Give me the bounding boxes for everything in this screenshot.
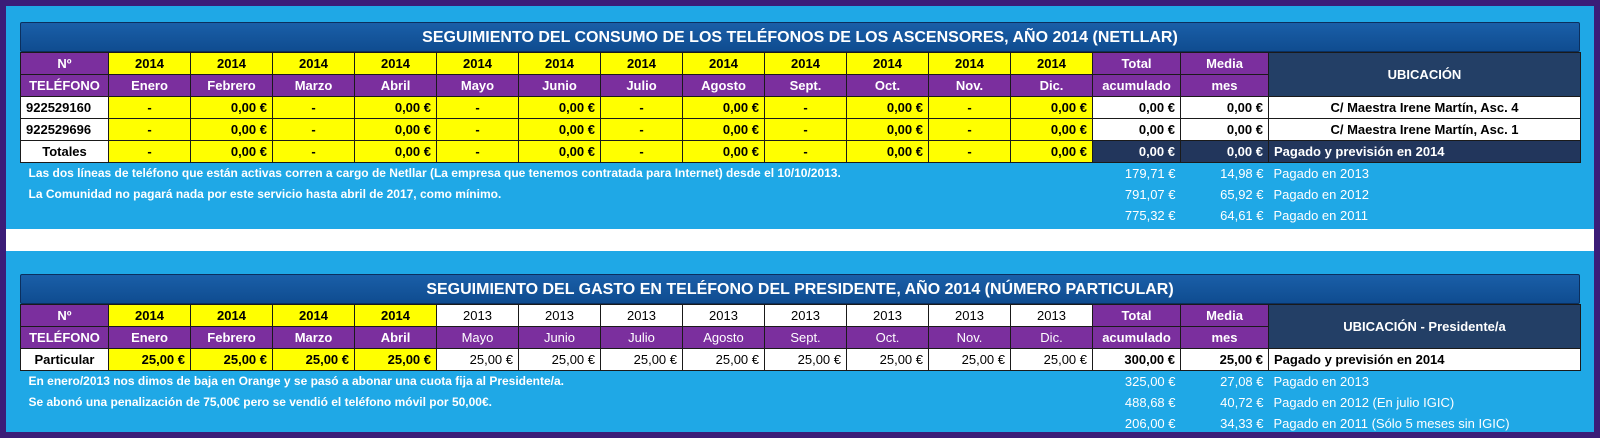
month-header: Julio	[601, 327, 683, 349]
month-value: -	[273, 97, 355, 119]
year-header: 2014	[191, 53, 273, 75]
media-header-sub: mes	[1181, 75, 1269, 97]
year-header: 2013	[847, 305, 929, 327]
month-value: -	[601, 141, 683, 163]
year-header: 2013	[519, 305, 601, 327]
note-text: Las dos líneas de teléfono que están activas corren a cargo de Netllar (La empresa que tenemos contratada para Internet) desde el 10/10/2013.	[28, 166, 841, 181]
month-value: 25,00 €	[683, 349, 765, 371]
month-value: 0,00 €	[355, 119, 437, 141]
note-text: En enero/2013 nos dimos de baja en Orange y se pasó a abonar una cuota fija al Presidente/a.	[28, 374, 565, 389]
total-header-sub: acumulado	[1093, 327, 1181, 349]
note-row	[21, 184, 1581, 205]
month-value: 25,00 €	[601, 349, 683, 371]
year-header: 2014	[109, 53, 191, 75]
month-value: 0,00 €	[519, 97, 601, 119]
month-value: 25,00 €	[355, 349, 437, 371]
month-header: Abril	[355, 327, 437, 349]
note-media: 40,72 €	[1220, 394, 1264, 410]
year-header: 2014	[1011, 53, 1093, 75]
consumption-table	[20, 52, 1581, 226]
media-header-sub: mes	[1181, 327, 1269, 349]
table-row	[21, 97, 1581, 119]
note-row	[21, 413, 1581, 434]
month-header: Marzo	[273, 75, 355, 97]
note-text: Se abonó una penalización de 75,00€ pero se vendió el teléfono móvil por 50,00€.	[28, 395, 492, 409]
note-total: 791,07 €	[1124, 186, 1176, 202]
month-header: Febrero	[191, 327, 273, 349]
note-row	[21, 205, 1581, 226]
phone-number: 922529160	[21, 97, 109, 119]
month-header: Julio	[601, 75, 683, 97]
note-label: Pagado en 2013	[1273, 373, 1369, 389]
month-header: Junio	[519, 75, 601, 97]
phone-header-sub: TELÉFONO	[21, 327, 109, 349]
month-value: 25,00 €	[847, 349, 929, 371]
year-header: 2014	[929, 53, 1011, 75]
year-header: 2014	[847, 53, 929, 75]
note-total: 488,68 €	[1124, 394, 1176, 410]
month-header: Junio	[519, 327, 601, 349]
month-header: Oct.	[847, 327, 929, 349]
year-header: 2014	[683, 53, 765, 75]
month-value: -	[929, 141, 1011, 163]
year-header: 2014	[273, 53, 355, 75]
year-header: 2013	[929, 305, 1011, 327]
month-value: -	[601, 97, 683, 119]
ubicacion-value: Pagado y previsión en 2014	[1269, 349, 1581, 371]
month-value: 0,00 €	[683, 97, 765, 119]
header-row-years	[21, 53, 1581, 75]
total-header-sub: acumulado	[1093, 75, 1181, 97]
month-value: -	[437, 141, 519, 163]
note-total: 206,00 €	[1124, 415, 1176, 431]
section-title: SEGUIMIENTO DEL GASTO EN TELÉFONO DEL PRESIDENTE, AÑO 2014 (NÚMERO PARTICULAR)	[20, 274, 1580, 304]
total-value: 300,00 €	[1093, 349, 1181, 371]
month-value: 0,00 €	[1011, 141, 1093, 163]
month-header: Agosto	[683, 75, 765, 97]
month-header: Agosto	[683, 327, 765, 349]
year-header: 2014	[355, 305, 437, 327]
month-value: 0,00 €	[1011, 97, 1093, 119]
note-total: 775,32 €	[1124, 207, 1176, 223]
total-value: 0,00 €	[1093, 97, 1181, 119]
month-header: Dic.	[1011, 75, 1093, 97]
month-value: -	[929, 97, 1011, 119]
totals-row	[21, 141, 1581, 163]
month-header: Abril	[355, 75, 437, 97]
year-header: 2014	[437, 53, 519, 75]
phone-header: Nº	[21, 305, 109, 327]
ubicacion-header: UBICACIÓN	[1269, 53, 1581, 97]
year-header: 2014	[601, 53, 683, 75]
month-value: -	[929, 119, 1011, 141]
month-value: 0,00 €	[847, 141, 929, 163]
ubicacion-value: Pagado y previsión en 2014	[1269, 141, 1581, 163]
ubicacion-value: C/ Maestra Irene Martín, Asc. 1	[1269, 119, 1581, 141]
month-value: 25,00 €	[1011, 349, 1093, 371]
year-header: 2014	[355, 53, 437, 75]
month-value: 0,00 €	[847, 119, 929, 141]
note-label: Pagado en 2012 (En julio IGIC)	[1273, 394, 1455, 410]
month-value: -	[437, 97, 519, 119]
note-media: 27,08 €	[1220, 373, 1264, 389]
header-row-years	[21, 305, 1581, 327]
ubicacion-value: C/ Maestra Irene Martín, Asc. 4	[1269, 97, 1581, 119]
media-value: 25,00 €	[1181, 349, 1269, 371]
month-value: 25,00 €	[273, 349, 355, 371]
page-frame	[6, 6, 1594, 432]
note-row	[21, 371, 1581, 392]
month-header: Nov.	[929, 327, 1011, 349]
note-label: Pagado en 2012	[1273, 186, 1369, 202]
section-presidente	[20, 274, 1580, 434]
month-value: -	[109, 141, 191, 163]
month-value: 0,00 €	[191, 97, 273, 119]
section-ascensores	[20, 22, 1580, 226]
month-value: 0,00 €	[847, 97, 929, 119]
month-value: 0,00 €	[191, 141, 273, 163]
month-header: Enero	[109, 327, 191, 349]
year-header: 2013	[1011, 305, 1093, 327]
media-value: 0,00 €	[1181, 141, 1269, 163]
media-value: 0,00 €	[1181, 119, 1269, 141]
month-value: 0,00 €	[355, 97, 437, 119]
total-value: 0,00 €	[1093, 141, 1181, 163]
note-media: 34,33 €	[1220, 415, 1264, 431]
year-header: 2013	[601, 305, 683, 327]
month-header: Sept.	[765, 75, 847, 97]
month-value: 0,00 €	[683, 141, 765, 163]
media-header: Media	[1181, 305, 1269, 327]
month-value: -	[273, 119, 355, 141]
media-header: Media	[1181, 53, 1269, 75]
note-row	[21, 163, 1581, 184]
year-header: 2013	[437, 305, 519, 327]
note-row	[21, 392, 1581, 413]
month-value: -	[601, 119, 683, 141]
section-divider	[6, 229, 1594, 251]
note-total: 325,00 €	[1124, 373, 1176, 389]
phone-header-sub: TELÉFONO	[21, 75, 109, 97]
note-text: La Comunidad no pagará nada por este servicio hasta abril de 2017, como mínimo.	[28, 187, 502, 201]
total-header: Total	[1093, 53, 1181, 75]
month-value: 25,00 €	[929, 349, 1011, 371]
president-table	[20, 304, 1581, 434]
month-value: 0,00 €	[683, 119, 765, 141]
month-value: -	[765, 119, 847, 141]
month-value: -	[109, 119, 191, 141]
month-value: -	[765, 97, 847, 119]
month-value: -	[273, 141, 355, 163]
month-value: -	[437, 119, 519, 141]
phone-number: 922529696	[21, 119, 109, 141]
year-header: 2013	[683, 305, 765, 327]
note-label: Pagado en 2013	[1273, 165, 1369, 181]
note-text	[21, 205, 1093, 226]
month-value: -	[109, 97, 191, 119]
ubicacion-header: UBICACIÓN - Presidente/a	[1269, 305, 1581, 349]
note-total: 179,71 €	[1124, 165, 1176, 181]
total-value: 0,00 €	[1093, 119, 1181, 141]
year-header: 2014	[273, 305, 355, 327]
month-value: 25,00 €	[109, 349, 191, 371]
month-value: 25,00 €	[765, 349, 847, 371]
table-row	[21, 349, 1581, 371]
year-header: 2014	[519, 53, 601, 75]
note-media: 65,92 €	[1220, 186, 1264, 202]
month-value: 0,00 €	[355, 141, 437, 163]
month-header: Mayo	[437, 75, 519, 97]
year-header: 2013	[765, 305, 847, 327]
note-label: Pagado en 2011	[1273, 207, 1368, 223]
month-header: Mayo	[437, 327, 519, 349]
month-header: Dic.	[1011, 327, 1093, 349]
month-value: 0,00 €	[519, 119, 601, 141]
table-row	[21, 119, 1581, 141]
month-value: 25,00 €	[437, 349, 519, 371]
media-value: 0,00 €	[1181, 97, 1269, 119]
year-header: 2014	[765, 53, 847, 75]
month-header: Febrero	[191, 75, 273, 97]
year-header: 2014	[191, 305, 273, 327]
month-header: Sept.	[765, 327, 847, 349]
month-header: Nov.	[929, 75, 1011, 97]
totals-label: Totales	[21, 141, 109, 163]
month-value: 0,00 €	[1011, 119, 1093, 141]
month-header: Oct.	[847, 75, 929, 97]
month-header: Marzo	[273, 327, 355, 349]
section-title: SEGUIMIENTO DEL CONSUMO DE LOS TELÉFONOS DE LOS ASCENSORES, AÑO 2014 (NETLLAR)	[20, 22, 1580, 52]
phone-number: Particular	[21, 349, 109, 371]
month-value: 25,00 €	[519, 349, 601, 371]
month-value: -	[765, 141, 847, 163]
note-label: Pagado en 2011 (Sólo 5 meses sin IGIC)	[1273, 415, 1510, 431]
month-header: Enero	[109, 75, 191, 97]
note-media: 14,98 €	[1220, 165, 1264, 181]
note-media: 64,61 €	[1220, 207, 1264, 223]
month-value: 0,00 €	[191, 119, 273, 141]
year-header: 2014	[109, 305, 191, 327]
month-value: 0,00 €	[519, 141, 601, 163]
note-text	[21, 413, 1093, 434]
phone-header: Nº	[21, 53, 109, 75]
total-header: Total	[1093, 305, 1181, 327]
month-value: 25,00 €	[191, 349, 273, 371]
